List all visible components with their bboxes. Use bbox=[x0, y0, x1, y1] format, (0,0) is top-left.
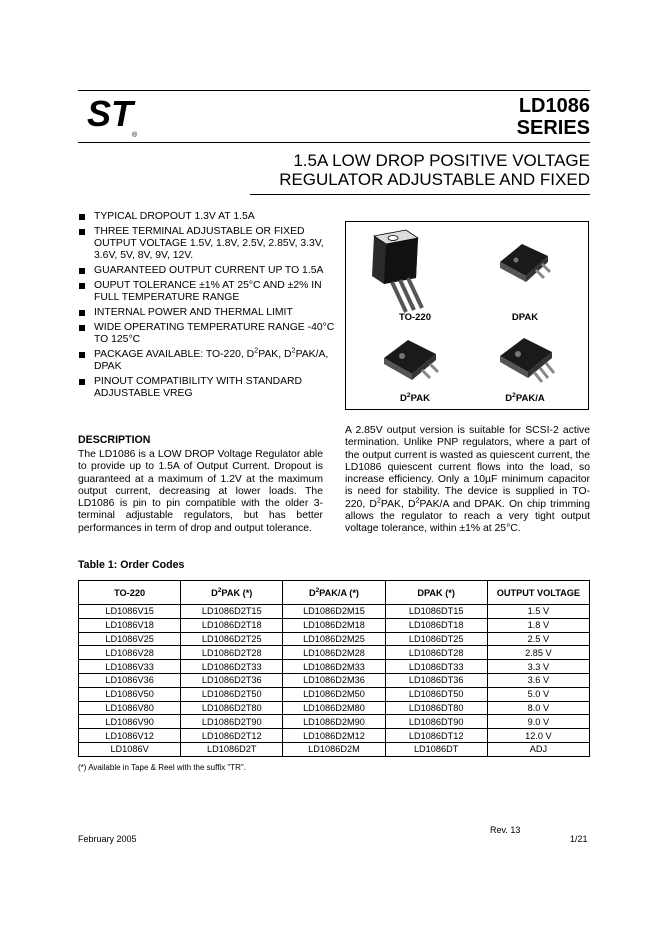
table-cell: LD1086V90 bbox=[79, 715, 181, 729]
d2pak-package-icon bbox=[380, 334, 440, 386]
table-cell: LD1086D2M50 bbox=[283, 687, 385, 701]
table-row bbox=[79, 646, 590, 660]
table-cell: LD1086V50 bbox=[79, 687, 181, 701]
table-title: Table 1: Order Codes bbox=[78, 559, 185, 571]
table-row bbox=[79, 618, 590, 632]
table-cell: LD1086V15 bbox=[79, 605, 181, 619]
table-cell: LD1086D2T50 bbox=[181, 687, 283, 701]
table-cell: LD1086DT36 bbox=[385, 673, 487, 687]
package-label-d2paka: $D^2PAK/A$ bbox=[505, 391, 545, 404]
table-cell: 5.0 V bbox=[487, 687, 589, 701]
series-title: SERIES bbox=[516, 117, 590, 139]
table-row bbox=[79, 605, 590, 619]
table-cell: LD1086D2M90 bbox=[283, 715, 385, 729]
description-heading: DESCRIPTION bbox=[78, 434, 151, 446]
table-cell: LD1086D2T90 bbox=[181, 715, 283, 729]
table-cell: LD1086D2M36 bbox=[283, 673, 385, 687]
table-cell: 3.6 V bbox=[487, 673, 589, 687]
table-cell: LD1086D2M25 bbox=[283, 632, 385, 646]
description-right: A 2.85V output version is suitable for SCSI-2 active termination. Unlike PNP regulators, where a part of the output current is wasted as quiescent current, the LD1086 quiescent current flows into the load, so increase efficiency. Only a 10µF minimum capacitor is need for stability. The device is supplied in TO-220, $D^2PAK$, $D^2PAK/A$ and DPAK. On chip trimming allows the regulator to reach a very tight output voltage tolerance, within ±1% at 25°C. bbox=[345, 425, 590, 535]
table-cell: 9.0 V bbox=[487, 715, 589, 729]
st-logo-icon bbox=[80, 100, 140, 138]
table-cell: 1.5 V bbox=[487, 605, 589, 619]
package-label-d2pak: $D^2PAK$ bbox=[400, 391, 430, 404]
d2paka-package-icon bbox=[496, 332, 558, 388]
table-header: $D^2PAK/A$ (*) bbox=[283, 581, 385, 605]
table-cell: LD1086D2T28 bbox=[181, 646, 283, 660]
table-cell: LD1086DT90 bbox=[385, 715, 487, 729]
subtitle-line2: REGULATOR ADJUSTABLE AND FIXED bbox=[279, 170, 590, 189]
part-number: LD1086 bbox=[518, 95, 590, 117]
feature-item: PINOUT COMPATIBILITY WITH STANDARD ADJUSTABLE VREG bbox=[78, 376, 336, 400]
table-cell: ADJ bbox=[487, 742, 589, 756]
table-cell: LD1086DT bbox=[385, 742, 487, 756]
table-row bbox=[79, 729, 590, 743]
table-cell: 12.0 V bbox=[487, 729, 589, 743]
table-header: TO-220 bbox=[79, 581, 181, 605]
table-cell: LD1086V bbox=[79, 742, 181, 756]
table-cell: LD1086DT18 bbox=[385, 618, 487, 632]
feature-list bbox=[78, 211, 336, 403]
table-header-row bbox=[79, 581, 590, 605]
table-row bbox=[79, 715, 590, 729]
table-cell: 2.5 V bbox=[487, 632, 589, 646]
feature-item: WIDE OPERATING TEMPERATURE RANGE -40°C TO 125°C bbox=[78, 322, 336, 346]
table-cell: LD1086D2M80 bbox=[283, 701, 385, 715]
table-cell: LD1086V12 bbox=[79, 729, 181, 743]
header-rule bbox=[78, 142, 590, 143]
feature-item: PACKAGE AVAILABLE: TO-220, $D^2PAK$, $D^2PAK/A$, DPAK bbox=[78, 349, 336, 373]
table-cell: LD1086V28 bbox=[79, 646, 181, 660]
table-cell: LD1086DT50 bbox=[385, 687, 487, 701]
table-row bbox=[79, 632, 590, 646]
package-label-to220: TO-220 bbox=[398, 312, 432, 323]
table-cell: LD1086DT80 bbox=[385, 701, 487, 715]
page-number: 1/21 bbox=[570, 834, 588, 844]
table-header: $D^2PAK$ (*) bbox=[181, 581, 283, 605]
table-header: OUTPUT VOLTAGE bbox=[487, 581, 589, 605]
registered-mark: ® bbox=[132, 132, 138, 138]
subtitle-line1: 1.5A LOW DROP POSITIVE VOLTAGE bbox=[293, 151, 590, 170]
table-cell: LD1086D2T12 bbox=[181, 729, 283, 743]
feature-item: GUARANTEED OUTPUT CURRENT UP TO 1.5A bbox=[78, 265, 336, 277]
table-cell: 2.85 V bbox=[487, 646, 589, 660]
table-cell: LD1086V18 bbox=[79, 618, 181, 632]
logo-text: ST bbox=[86, 100, 134, 134]
package-figure bbox=[345, 221, 589, 410]
table-row bbox=[79, 742, 590, 756]
table-row bbox=[79, 673, 590, 687]
table-cell: 8.0 V bbox=[487, 701, 589, 715]
table-cell: 1.8 V bbox=[487, 618, 589, 632]
feature-item: OUPUT TOLERANCE ±1% AT 25°C AND ±2% IN FULL TEMPERATURE RANGE bbox=[78, 280, 336, 304]
table-cell: LD1086DT28 bbox=[385, 646, 487, 660]
package-label-dpak: DPAK bbox=[511, 312, 539, 323]
table-cell: LD1086D2T25 bbox=[181, 632, 283, 646]
table-cell: LD1086V80 bbox=[79, 701, 181, 715]
table-cell: LD1086D2M bbox=[283, 742, 385, 756]
table-cell: LD1086D2M18 bbox=[283, 618, 385, 632]
table-cell: LD1086D2T36 bbox=[181, 673, 283, 687]
footer-date: February 2005 bbox=[78, 834, 137, 844]
table-cell: LD1086D2T33 bbox=[181, 660, 283, 674]
table-cell: LD1086D2M28 bbox=[283, 646, 385, 660]
table-cell: LD1086D2T80 bbox=[181, 701, 283, 715]
table-cell: LD1086V25 bbox=[79, 632, 181, 646]
table-cell: LD1086DT12 bbox=[385, 729, 487, 743]
table-cell: LD1086DT25 bbox=[385, 632, 487, 646]
table-cell: LD1086D2T15 bbox=[181, 605, 283, 619]
revision: Rev. 13 bbox=[490, 825, 521, 835]
table-cell: LD1086D2M12 bbox=[283, 729, 385, 743]
feature-item: INTERNAL POWER AND THERMAL LIMIT bbox=[78, 307, 336, 319]
table-cell: LD1086D2M15 bbox=[283, 605, 385, 619]
table-cell: LD1086V36 bbox=[79, 673, 181, 687]
table-cell: 3.3 V bbox=[487, 660, 589, 674]
table-cell: LD1086DT15 bbox=[385, 605, 487, 619]
table-cell: LD1086V33 bbox=[79, 660, 181, 674]
table-row bbox=[79, 660, 590, 674]
table-cell: LD1086D2T bbox=[181, 742, 283, 756]
table-row bbox=[79, 701, 590, 715]
st-logo bbox=[80, 100, 140, 138]
top-rule bbox=[78, 90, 590, 91]
subtitle-rule bbox=[250, 194, 590, 195]
table-cell: LD1086D2T18 bbox=[181, 618, 283, 632]
table-footnote: (*) Available in Tape & Reel with the suffix "TR". bbox=[78, 763, 246, 772]
description-left: The LD1086 is a LOW DROP Voltage Regulator able to provide up to 1.5A of Output Current. Dropout is guaranteed at a maximum of 1.2V at the maximum output current, decreasing at lower loads. The LD1086 is pin to pin compatible with the older 3-terminal adjustable regulators, but has better performances in term of drop and output tolerance. bbox=[78, 449, 323, 534]
to220-package-icon bbox=[366, 228, 438, 316]
feature-item: TYPICAL DROPOUT 1.3V AT 1.5A bbox=[78, 211, 336, 223]
order-codes-table bbox=[78, 580, 590, 757]
feature-item: THREE TERMINAL ADJUSTABLE OR FIXED OUTPUT VOLTAGE 1.5V, 1.8V, 2.5V, 2.85V, 3.3V, 3.6V, 5V, 8V, 9V, 12V. bbox=[78, 226, 336, 262]
table-cell: LD1086D2M33 bbox=[283, 660, 385, 674]
table-row bbox=[79, 687, 590, 701]
table-cell: LD1086DT33 bbox=[385, 660, 487, 674]
dpak-package-icon bbox=[496, 240, 556, 290]
table-header: DPAK (*) bbox=[385, 581, 487, 605]
